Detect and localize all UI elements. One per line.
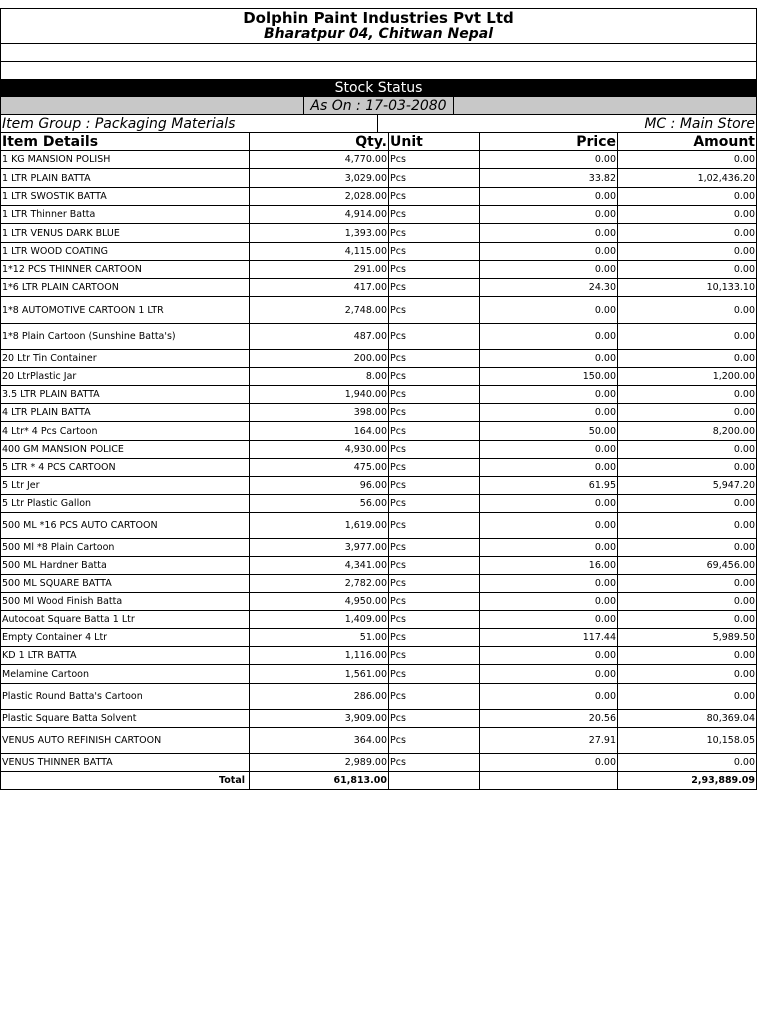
cell-unit: Pcs [389, 557, 480, 574]
cell-amount: 1,200.00 [712, 371, 755, 382]
cell-price: 0.00 [480, 539, 618, 556]
cell-unit: Pcs [389, 665, 480, 683]
cell-item: 1*6 LTR PLAIN CARTOON [1, 279, 250, 296]
cell-item: VENUS AUTO REFINISH CARTOON [1, 728, 250, 753]
cell-unit: Pcs [389, 728, 480, 753]
cell-unit: Pcs [389, 459, 480, 476]
total-price-empty [480, 772, 618, 789]
cell-unit: Pcs [389, 243, 480, 260]
cell-qty: 4,770.00 [250, 151, 389, 168]
spacer [1, 62, 756, 79]
table-row [1, 441, 756, 459]
table-row [1, 422, 756, 441]
cell-item: 4 Ltr* 4 Pcs Cartoon [1, 422, 250, 440]
cell-qty: 2,028.00 [250, 188, 389, 205]
cell-item: 20 Ltr Tin Container [1, 350, 250, 367]
cell-price: 0.00 [480, 754, 618, 771]
cell-qty: 4,930.00 [250, 441, 389, 458]
total-qty: 61,813.00 [250, 772, 389, 789]
cell-unit: Pcs [389, 386, 480, 403]
cell-unit: Pcs [389, 224, 480, 242]
cell-unit: Pcs [389, 441, 480, 458]
cell-price: 0.00 [480, 441, 618, 458]
cell-unit: Pcs [389, 188, 480, 205]
cell-unit: Pcs [389, 169, 480, 187]
table-row [1, 495, 756, 513]
cell-amount: 0.00 [733, 444, 755, 455]
cell-qty: 286.00 [250, 684, 389, 709]
cell-unit: Pcs [389, 297, 480, 323]
cell-amount: 0.00 [733, 407, 755, 418]
cell-qty: 4,115.00 [250, 243, 389, 260]
cell-unit: Pcs [389, 261, 480, 278]
cell-unit: Pcs [389, 513, 480, 538]
cell-amount: 0.00 [733, 389, 755, 400]
cell-price: 0.00 [480, 611, 618, 628]
cell-price: 0.00 [480, 350, 618, 367]
cell-price: 61.95 [480, 477, 618, 494]
cell-price: 0.00 [480, 684, 618, 709]
cell-price: 0.00 [480, 151, 618, 168]
cell-unit: Pcs [389, 495, 480, 512]
cell-item: 500 Ml *8 Plain Cartoon [1, 539, 250, 556]
cell-price: 150.00 [480, 368, 618, 385]
table-row [1, 539, 756, 557]
cell-qty: 3,909.00 [250, 710, 389, 727]
store-label: MC : Main Store [644, 116, 755, 132]
cell-price: 0.00 [480, 206, 618, 223]
cell-price: 0.00 [480, 297, 618, 323]
table-header [1, 133, 756, 151]
cell-unit: Pcs [389, 611, 480, 628]
cell-item: 1 LTR PLAIN BATTA [1, 169, 250, 187]
cell-amount: 0.00 [733, 304, 755, 316]
cell-item: 3.5 LTR PLAIN BATTA [1, 386, 250, 403]
cell-qty: 4,950.00 [250, 593, 389, 610]
table-row [1, 386, 756, 404]
item-group-label: Item Group : Packaging Materials [1, 115, 378, 132]
cell-item: 20 LtrPlastic Jar [1, 368, 250, 385]
cell-qty: 1,619.00 [250, 513, 389, 538]
cell-item: 500 ML SQUARE BATTA [1, 575, 250, 592]
cell-item: 500 ML Hardner Batta [1, 557, 250, 574]
cell-price: 0.00 [480, 665, 618, 683]
cell-item: 5 LTR * 4 PCS CARTOON [1, 459, 250, 476]
cell-unit: Pcs [389, 629, 480, 646]
table-row [1, 261, 756, 279]
cell-unit: Pcs [389, 647, 480, 664]
cell-unit: Pcs [389, 368, 480, 385]
col-header-amount: Amount [693, 134, 755, 150]
cell-amount: 0.00 [733, 331, 755, 342]
table-row [1, 279, 756, 297]
cell-unit: Pcs [389, 404, 480, 421]
table-row [1, 350, 756, 368]
cell-qty: 1,409.00 [250, 611, 389, 628]
cell-item: 1*12 PCS THINNER CARTOON [1, 261, 250, 278]
cell-qty: 2,782.00 [250, 575, 389, 592]
cell-amount: 0.00 [733, 462, 755, 473]
cell-unit: Pcs [389, 754, 480, 771]
cell-amount: 0.00 [733, 246, 755, 257]
cell-unit: Pcs [389, 477, 480, 494]
table-row [1, 459, 756, 477]
cell-price: 0.00 [480, 386, 618, 403]
cell-price: 0.00 [480, 593, 618, 610]
stock-status-report [0, 8, 757, 790]
table-row [1, 169, 756, 188]
cell-qty: 164.00 [250, 422, 389, 440]
cell-item: 1 LTR VENUS DARK BLUE [1, 224, 250, 242]
table-row [1, 647, 756, 665]
cell-unit: Pcs [389, 279, 480, 296]
table-row [1, 575, 756, 593]
cell-price: 0.00 [480, 513, 618, 538]
cell-price: 27.91 [480, 728, 618, 753]
table-row [1, 404, 756, 422]
cell-qty: 200.00 [250, 350, 389, 367]
blank-row [1, 44, 756, 62]
cell-unit: Pcs [389, 422, 480, 440]
table-row [1, 324, 756, 350]
cell-item: VENUS THINNER BATTA [1, 754, 250, 771]
table-body [1, 151, 756, 772]
cell-item: Melamine Cartoon [1, 665, 250, 683]
cell-amount: 80,369.04 [706, 713, 755, 724]
cell-item: Autocoat Square Batta 1 Ltr [1, 611, 250, 628]
cell-price: 0.00 [480, 495, 618, 512]
cell-amount: 0.00 [733, 154, 755, 165]
cell-qty: 4,914.00 [250, 206, 389, 223]
company-address: Bharatpur 04, Chitwan Nepal [1, 26, 756, 44]
cell-price: 50.00 [480, 422, 618, 440]
cell-qty: 1,116.00 [250, 647, 389, 664]
cell-qty: 364.00 [250, 728, 389, 753]
cell-price: 0.00 [480, 324, 618, 349]
cell-amount: 0.00 [733, 520, 755, 531]
cell-qty: 417.00 [250, 279, 389, 296]
cell-price: 0.00 [480, 459, 618, 476]
table-row [1, 206, 756, 224]
total-amount: 2,93,889.09 [691, 775, 755, 786]
cell-item: 5 Ltr Jer [1, 477, 250, 494]
cell-item: Plastic Round Batta's Cartoon [1, 684, 250, 709]
cell-item: 500 Ml Wood Finish Batta [1, 593, 250, 610]
table-row [1, 557, 756, 575]
total-row [1, 772, 756, 790]
cell-qty: 1,561.00 [250, 665, 389, 683]
cell-amount: 0.00 [733, 757, 755, 768]
cell-amount: 0.00 [733, 498, 755, 509]
as-on-date-row [1, 97, 756, 115]
cell-unit: Pcs [389, 710, 480, 727]
col-header-item: Item Details [1, 133, 250, 150]
cell-item: 5 Ltr Plastic Gallon [1, 495, 250, 512]
table-row [1, 188, 756, 206]
cell-unit: Pcs [389, 575, 480, 592]
col-header-qty: Qty. [250, 133, 389, 150]
cell-qty: 56.00 [250, 495, 389, 512]
cell-amount: 5,989.50 [712, 632, 755, 643]
cell-price: 0.00 [480, 224, 618, 242]
cell-qty: 96.00 [250, 477, 389, 494]
cell-item: KD 1 LTR BATTA [1, 647, 250, 664]
cell-price: 33.82 [480, 169, 618, 187]
cell-price: 0.00 [480, 647, 618, 664]
table-row [1, 611, 756, 629]
cell-amount: 0.00 [733, 227, 755, 239]
table-row [1, 513, 756, 539]
cell-unit: Pcs [389, 151, 480, 168]
cell-qty: 3,029.00 [250, 169, 389, 187]
cell-price: 0.00 [480, 243, 618, 260]
cell-item: 1 LTR Thinner Batta [1, 206, 250, 223]
total-unit-empty [389, 772, 480, 789]
cell-qty: 3,977.00 [250, 539, 389, 556]
table-row [1, 151, 756, 169]
table-row [1, 368, 756, 386]
cell-item: 4 LTR PLAIN BATTA [1, 404, 250, 421]
cell-amount: 0.00 [733, 650, 755, 661]
cell-item: 1 LTR WOOD COATING [1, 243, 250, 260]
table-row [1, 297, 756, 324]
cell-qty: 1,393.00 [250, 224, 389, 242]
cell-qty: 1,940.00 [250, 386, 389, 403]
cell-qty: 4,341.00 [250, 557, 389, 574]
cell-amount: 0.00 [733, 542, 755, 553]
cell-item: 1*8 AUTOMOTIVE CARTOON 1 LTR [1, 297, 250, 323]
cell-item: Empty Container 4 Ltr [1, 629, 250, 646]
cell-unit: Pcs [389, 539, 480, 556]
report-title: Stock Status [1, 79, 756, 97]
cell-qty: 291.00 [250, 261, 389, 278]
cell-unit: Pcs [389, 206, 480, 223]
col-header-unit: Unit [389, 133, 480, 150]
table-row [1, 629, 756, 647]
cell-item: 1 LTR SWOSTIK BATTA [1, 188, 250, 205]
cell-qty: 2,748.00 [250, 297, 389, 323]
as-on-date: As On : 17-03-2080 [303, 97, 453, 114]
cell-price: 20.56 [480, 710, 618, 727]
cell-amount: 0.00 [733, 596, 755, 607]
table-row [1, 710, 756, 728]
cell-amount: 10,133.10 [706, 282, 755, 293]
cell-amount: 0.00 [733, 691, 755, 702]
cell-amount: 8,200.00 [712, 425, 755, 437]
cell-unit: Pcs [389, 324, 480, 349]
col-header-price: Price [480, 133, 618, 150]
cell-amount: 10,158.05 [706, 735, 755, 746]
table-row [1, 477, 756, 495]
group-store-row [1, 115, 756, 133]
cell-amount: 0.00 [733, 264, 755, 275]
cell-unit: Pcs [389, 593, 480, 610]
cell-price: 16.00 [480, 557, 618, 574]
cell-price: 0.00 [480, 575, 618, 592]
cell-amount: 0.00 [733, 614, 755, 625]
cell-price: 24.30 [480, 279, 618, 296]
table-row [1, 593, 756, 611]
cell-qty: 398.00 [250, 404, 389, 421]
cell-amount: 0.00 [733, 578, 755, 589]
cell-price: 117.44 [480, 629, 618, 646]
table-row [1, 754, 756, 772]
cell-qty: 8.00 [250, 368, 389, 385]
cell-amount: 5,947.20 [712, 480, 755, 491]
cell-price: 0.00 [480, 261, 618, 278]
table-row [1, 728, 756, 754]
cell-item: 500 ML *16 PCS AUTO CARTOON [1, 513, 250, 538]
cell-item: 1 KG MANSION POLISH [1, 151, 250, 168]
cell-price: 0.00 [480, 404, 618, 421]
cell-amount: 0.00 [733, 353, 755, 364]
cell-qty: 475.00 [250, 459, 389, 476]
table-row [1, 243, 756, 261]
cell-amount: 0.00 [733, 209, 755, 220]
cell-item: 1*8 Plain Cartoon (Sunshine Batta's) [1, 324, 250, 349]
cell-amount: 0.00 [733, 668, 755, 680]
cell-unit: Pcs [389, 684, 480, 709]
cell-amount: 69,456.00 [706, 560, 755, 571]
total-label: Total [1, 772, 250, 789]
cell-qty: 51.00 [250, 629, 389, 646]
cell-price: 0.00 [480, 188, 618, 205]
cell-qty: 2,989.00 [250, 754, 389, 771]
table-row [1, 665, 756, 684]
company-name: Dolphin Paint Industries Pvt Ltd [1, 8, 756, 26]
cell-qty: 487.00 [250, 324, 389, 349]
cell-item: 400 GM MANSION POLICE [1, 441, 250, 458]
cell-item: Plastic Square Batta Solvent [1, 710, 250, 727]
cell-amount: 0.00 [733, 191, 755, 202]
table-row [1, 684, 756, 710]
cell-amount: 1,02,436.20 [697, 172, 755, 184]
cell-unit: Pcs [389, 350, 480, 367]
table-row [1, 224, 756, 243]
